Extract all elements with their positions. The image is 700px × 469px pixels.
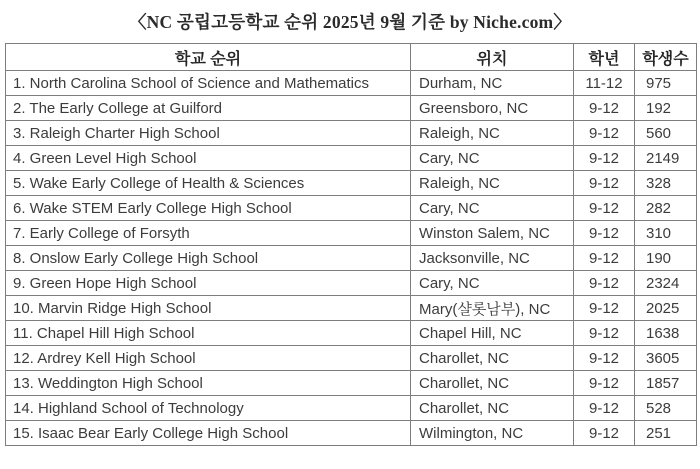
cell-students: 2324	[635, 271, 697, 296]
cell-grades: 9-12	[574, 96, 635, 121]
table-row	[6, 171, 697, 196]
cell-school: 11. Chapel Hill High School	[6, 321, 411, 346]
ranking-table	[5, 43, 697, 446]
column-header-students: 학생수	[635, 44, 697, 71]
cell-location: Cary, NC	[411, 196, 574, 221]
cell-grades: 9-12	[574, 321, 635, 346]
cell-location: Charollet, NC	[411, 371, 574, 396]
cell-school: 14. Highland School of Technology	[6, 396, 411, 421]
cell-school: 12. Ardrey Kell High School	[6, 346, 411, 371]
cell-grades: 9-12	[574, 246, 635, 271]
table-row	[6, 271, 697, 296]
cell-school: 13. Weddington High School	[6, 371, 411, 396]
page-title: 〈NC 공립고등학교 순위 2025년 9월 기준 by Niche.com〉	[128, 12, 572, 32]
cell-location: Winston Salem, NC	[411, 221, 574, 246]
cell-school: 9. Green Hope High School	[6, 271, 411, 296]
cell-school: 15. Isaac Bear Early College High School	[6, 421, 411, 446]
table-row	[6, 296, 697, 321]
cell-grades: 9-12	[574, 221, 635, 246]
cell-grades: 9-12	[574, 296, 635, 321]
cell-school: 6. Wake STEM Early College High School	[6, 196, 411, 221]
cell-location: Chapel Hill, NC	[411, 321, 574, 346]
table-row	[6, 121, 697, 146]
table-row	[6, 196, 697, 221]
cell-school: 7. Early College of Forsyth	[6, 221, 411, 246]
cell-location: Cary, NC	[411, 146, 574, 171]
table-row	[6, 321, 697, 346]
table-row	[6, 246, 697, 271]
cell-grades: 11-12	[574, 71, 635, 96]
table-row	[6, 71, 697, 96]
cell-location: Greensboro, NC	[411, 96, 574, 121]
cell-location: Charollet, NC	[411, 346, 574, 371]
cell-students: 1638	[635, 321, 697, 346]
cell-school: 8. Onslow Early College High School	[6, 246, 411, 271]
table-row	[6, 96, 697, 121]
cell-school: 10. Marvin Ridge High School	[6, 296, 411, 321]
table-header-row	[6, 44, 697, 71]
table-body	[6, 71, 697, 446]
table-row	[6, 421, 697, 446]
cell-students: 328	[635, 171, 697, 196]
cell-students: 190	[635, 246, 697, 271]
column-header-school: 학교 순위	[6, 44, 411, 71]
cell-students: 1857	[635, 371, 697, 396]
cell-students: 310	[635, 221, 697, 246]
cell-grades: 9-12	[574, 146, 635, 171]
table-row	[6, 346, 697, 371]
cell-grades: 9-12	[574, 121, 635, 146]
cell-students: 528	[635, 396, 697, 421]
cell-grades: 9-12	[574, 271, 635, 296]
cell-students: 560	[635, 121, 697, 146]
cell-school: 1. North Carolina School of Science and Mathematics	[6, 71, 411, 96]
cell-grades: 9-12	[574, 171, 635, 196]
cell-students: 3605	[635, 346, 697, 371]
cell-school: 2. The Early College at Guilford	[6, 96, 411, 121]
cell-grades: 9-12	[574, 196, 635, 221]
cell-location: Mary(샬롯남부), NC	[411, 296, 574, 321]
table-row	[6, 396, 697, 421]
cell-school: 4. Green Level High School	[6, 146, 411, 171]
table-row	[6, 146, 697, 171]
cell-location: Durham, NC	[411, 71, 574, 96]
cell-location: Jacksonville, NC	[411, 246, 574, 271]
cell-grades: 9-12	[574, 346, 635, 371]
cell-location: Charollet, NC	[411, 396, 574, 421]
cell-students: 2025	[635, 296, 697, 321]
cell-location: Cary, NC	[411, 271, 574, 296]
cell-grades: 9-12	[574, 421, 635, 446]
column-header-grades: 학년	[574, 44, 635, 71]
table-row	[6, 221, 697, 246]
cell-students: 282	[635, 196, 697, 221]
cell-location: Wilmington, NC	[411, 421, 574, 446]
cell-school: 5. Wake Early College of Health & Sciences	[6, 171, 411, 196]
cell-grades: 9-12	[574, 371, 635, 396]
cell-students: 251	[635, 421, 697, 446]
cell-students: 192	[635, 96, 697, 121]
cell-location: Raleigh, NC	[411, 121, 574, 146]
cell-location: Raleigh, NC	[411, 171, 574, 196]
table-row	[6, 371, 697, 396]
cell-students: 2149	[635, 146, 697, 171]
cell-grades: 9-12	[574, 396, 635, 421]
cell-school: 3. Raleigh Charter High School	[6, 121, 411, 146]
cell-students: 975	[635, 71, 697, 96]
column-header-location: 위치	[411, 44, 574, 71]
